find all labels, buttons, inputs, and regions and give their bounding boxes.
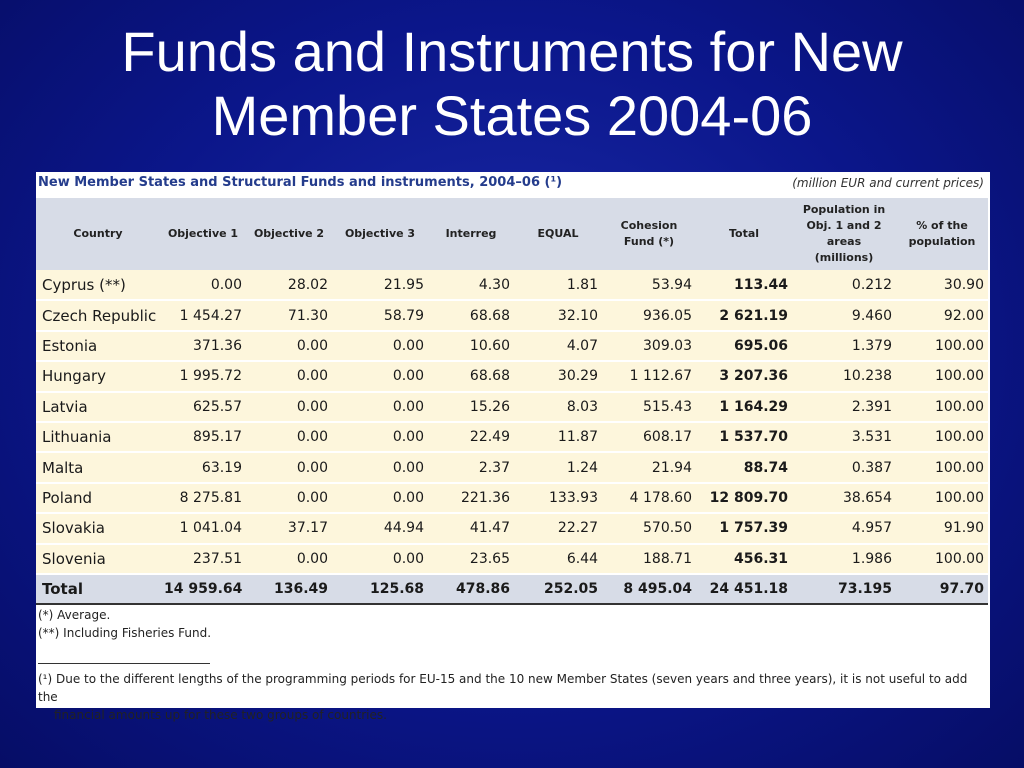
note-average: (*) Average. [38,608,111,622]
footnote-divider [38,663,210,664]
table-row [36,483,988,513]
cell-objective-3: 58.79 [383,307,424,324]
table-row [36,392,988,422]
table-notes [38,606,211,642]
cell-objective-3: 0.00 [392,429,424,446]
cell-percent: 100.00 [935,489,984,506]
cell-cohesion: 608.17 [643,429,692,446]
cell-population: 1.379 [851,337,892,354]
table-body [36,270,988,574]
cell-interreg: 4.30 [478,276,510,293]
header-percent-population [896,198,988,270]
cell-total: 456.31 [733,550,788,567]
cell-interreg: 68.68 [469,307,510,324]
cell-cohesion: 1 112.67 [629,368,692,385]
table-units: (million EUR and current prices) [792,176,984,190]
cell-total: 3 207.36 [719,368,788,385]
cell-equal: 8.03 [566,398,598,415]
cell-cohesion: 53.94 [651,276,692,293]
cell-percent: 91.90 [943,520,984,537]
cell-country: Slovenia [42,549,106,568]
cell-equal: 22.27 [557,520,598,537]
cell-equal: 30.29 [557,368,598,385]
cell-population: 0.212 [851,276,892,293]
table-row [36,544,988,574]
cell-objective-1: 0.00 [210,276,242,293]
cell-country: Czech Republic [42,306,157,325]
cell-percent: 100.00 [935,368,984,385]
cell-interreg: 15.26 [469,398,510,415]
total-population: 73.195 [837,580,892,597]
cell-objective-1: 1 041.04 [179,520,242,537]
cell-population: 4.957 [851,520,892,537]
cell-objective-3: 0.00 [392,550,424,567]
total-percent: 97.70 [939,580,984,597]
cell-equal: 1.24 [566,459,598,476]
cell-cohesion: 570.50 [643,520,692,537]
header-interreg: Interreg [445,227,497,240]
slide-title-line-1: Funds and Instruments for New [121,20,903,83]
cell-country: Lithuania [42,428,112,447]
header-population [792,198,896,270]
funds-table [36,198,988,605]
cell-total: 1 164.29 [719,398,788,415]
cell-equal: 11.87 [557,429,598,446]
total-cohesion: 8 495.04 [623,580,692,597]
cell-total: 2 621.19 [719,307,788,324]
cell-objective-2: 0.00 [296,368,328,385]
cell-total: 113.44 [733,276,788,293]
cell-country: Latvia [42,397,88,416]
total-total: 24 451.18 [709,580,788,597]
cell-objective-3: 44.94 [383,520,424,537]
cell-interreg: 41.47 [469,520,510,537]
cell-population: 2.391 [851,398,892,415]
cell-total: 88.74 [743,459,788,476]
cell-percent: 30.90 [943,276,984,293]
cell-interreg: 10.60 [469,337,510,354]
cell-objective-1: 63.19 [201,459,242,476]
cell-total: 1 537.70 [719,429,788,446]
cell-cohesion: 936.05 [643,307,692,324]
header-population-line-2: Obj. 1 and 2 areas [806,219,882,248]
table-row [36,300,988,330]
total-equal: 252.05 [543,580,598,597]
total-objective-2: 136.49 [273,580,328,597]
cell-population: 10.238 [843,368,892,385]
cell-percent: 92.00 [943,307,984,324]
cell-cohesion: 4 178.60 [629,489,692,506]
cell-cohesion: 515.43 [643,398,692,415]
cell-country: Cyprus (**) [42,275,126,294]
cell-objective-2: 0.00 [296,550,328,567]
cell-objective-1: 1 995.72 [179,368,242,385]
total-objective-1: 14 959.64 [164,580,243,597]
cell-objective-2: 0.00 [296,398,328,415]
cell-cohesion: 21.94 [651,459,692,476]
table-caption-row [36,172,990,198]
footnote-line-2: financial amounts up for these two groups of countries. [54,708,387,722]
cell-total: 695.06 [733,337,788,354]
header-cohesion-line-1: Cohesion [620,219,678,232]
cell-population: 0.387 [851,459,892,476]
table-row [36,422,988,452]
cell-objective-1: 237.51 [193,550,242,567]
cell-equal: 1.81 [566,276,598,293]
cell-cohesion: 309.03 [643,337,692,354]
cell-objective-2: 71.30 [287,307,328,324]
cell-equal: 133.93 [549,489,598,506]
cell-objective-2: 0.00 [296,489,328,506]
header-objective-3: Objective 3 [344,227,416,240]
cell-objective-1: 895.17 [193,429,242,446]
cell-interreg: 2.37 [478,459,510,476]
cell-population: 1.986 [851,550,892,567]
cell-objective-3: 0.00 [392,337,424,354]
cell-percent: 100.00 [935,337,984,354]
cell-interreg: 221.36 [461,489,510,506]
cell-objective-2: 0.00 [296,429,328,446]
cell-equal: 4.07 [566,337,598,354]
cell-objective-1: 1 454.27 [179,307,242,324]
cell-total: 12 809.70 [709,489,788,506]
slide-title-line-2: Member States 2004-06 [211,84,813,147]
footnote-line-1: (¹) Due to the different lengths of the programming periods for EU-15 and the 10 new Member States (seven years and three years), it is not useful to add the [38,672,968,704]
cell-country: Poland [42,488,93,507]
cell-percent: 100.00 [935,550,984,567]
cell-country: Slovakia [42,519,105,538]
total-interreg: 478.86 [455,580,510,597]
cell-objective-1: 8 275.81 [179,489,242,506]
cell-objective-3: 0.00 [392,489,424,506]
cell-objective-3: 0.00 [392,398,424,415]
cell-objective-3: 21.95 [383,276,424,293]
cell-country: Estonia [42,336,98,355]
cell-objective-2: 0.00 [296,337,328,354]
header-percent-line-2: population [908,235,976,248]
cell-objective-3: 0.00 [392,459,424,476]
cell-objective-2: 28.02 [287,276,328,293]
table-total-row [36,574,988,604]
header-population-line-1: Population in [802,203,886,216]
header-country: Country [73,227,123,240]
table-panel [36,172,990,722]
header-objective-1: Objective 1 [167,227,239,240]
table-row [36,270,988,300]
table-caption: New Member States and Structural Funds and instruments, 2004–06 (¹) [38,175,563,190]
cell-interreg: 22.49 [469,429,510,446]
header-population-line-3: (millions) [814,251,874,264]
total-objective-3: 125.68 [369,580,424,597]
cell-interreg: 23.65 [469,550,510,567]
cell-objective-1: 371.36 [193,337,242,354]
cell-interreg: 68.68 [469,368,510,385]
cell-total: 1 757.39 [719,520,788,537]
cell-objective-3: 0.00 [392,368,424,385]
table-row [36,513,988,543]
cell-population: 3.531 [851,429,892,446]
cell-percent: 100.00 [935,398,984,415]
cell-equal: 6.44 [566,550,598,567]
table-header-row [36,198,988,270]
cell-equal: 32.10 [557,307,598,324]
cell-objective-2: 37.17 [287,520,328,537]
cell-country: Malta [42,458,84,477]
header-cohesion-fund [602,198,696,270]
cell-country: Hungary [42,367,107,386]
table-row [36,452,988,482]
note-fisheries: (**) Including Fisheries Fund. [38,626,212,640]
header-equal: EQUAL [537,227,579,240]
table-row [36,361,988,391]
cell-percent: 100.00 [935,459,984,476]
total-label: Total [42,579,83,598]
header-cohesion-line-2: Fund (*) [623,235,675,248]
header-objective-2: Objective 2 [253,227,325,240]
footnote [38,670,986,724]
header-total: Total [728,227,760,240]
cell-objective-2: 0.00 [296,459,328,476]
cell-percent: 100.00 [935,429,984,446]
slide-title [0,20,1024,148]
cell-cohesion: 188.71 [643,550,692,567]
cell-population: 9.460 [851,307,892,324]
table-row [36,331,988,361]
cell-objective-1: 625.57 [193,398,242,415]
cell-population: 38.654 [843,489,892,506]
header-percent-line-1: % of the [916,219,968,232]
